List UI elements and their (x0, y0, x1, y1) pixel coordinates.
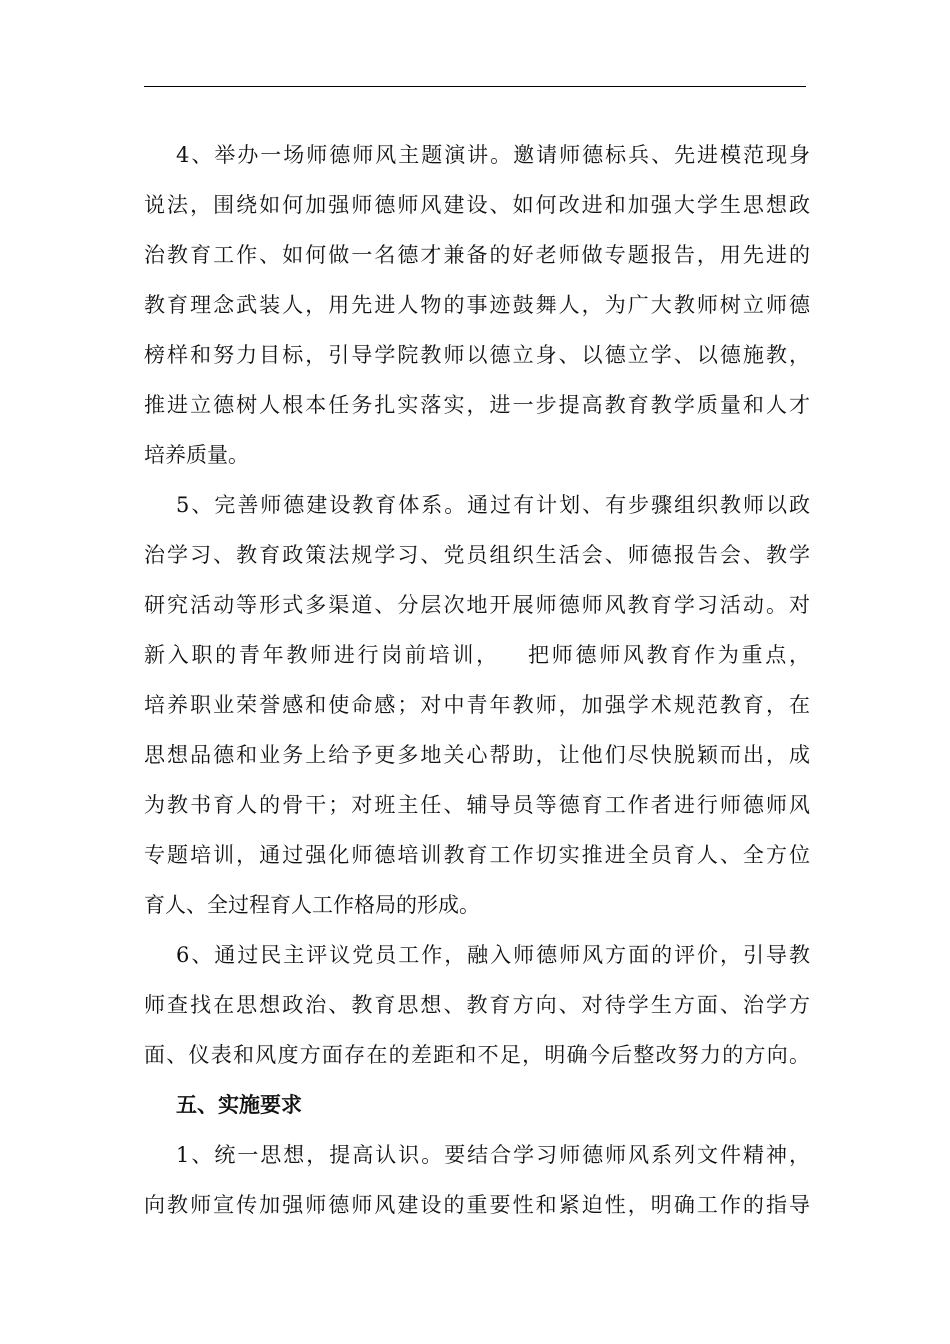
paragraph-5-line-6: 思想品德和业务上给予更多地关心帮助，让他们尽快脱颖而出，成 (144, 743, 810, 767)
document-body (144, 130, 810, 1230)
paragraph-4-line-4: 教育理念武装人，用先进人物的事迹鼓舞人，为广大教师树立师德 (144, 293, 810, 317)
paragraph-4-line-2: 说法，围绕如何加强师德师风建设、如何改进和加强大学生思想政 (144, 193, 810, 217)
paragraph-4-line-7: 培养质量。 (144, 443, 249, 467)
requirement-1-line-1: 1、统一思想，提高认识。要结合学习师德师风系列文件精神， (176, 1143, 810, 1167)
paragraph-5-line-3: 研究活动等形式多渠道、分层次地开展师德师风教育学习活动。对 (144, 593, 810, 617)
paragraph-6-line-3: 面、仪表和风度方面存在的差距和不足，明确今后整改努力的方向。 (144, 1043, 810, 1067)
paragraph-5-line-2: 治学习、教育政策法规学习、党员组织生活会、师德报告会、教学 (144, 543, 810, 567)
paragraph-5-line-1: 5、完善师德建设教育体系。通过有计划、有步骤组织教师以政 (176, 493, 810, 517)
paragraph-4-line-3: 治教育工作、如何做一名德才兼备的好老师做专题报告，用先进的 (144, 243, 810, 267)
requirement-1-line-2: 向教师宣传加强师德师风建设的重要性和紧迫性，明确工作的指导 (144, 1193, 810, 1217)
paragraph-5-line-4: 新入职的青年教师进行岗前培训， 把师德师风教育作为重点， (144, 643, 810, 667)
paragraph-6-line-2: 师查找在思想政治、教育思想、教育方向、对待学生方面、治学方 (144, 993, 810, 1017)
paragraph-5-line-8: 专题培训，通过强化师德培训教育工作切实推进全员育人、全方位 (144, 843, 810, 867)
paragraph-6-line-1: 6、通过民主评议党员工作，融入师德师风方面的评价，引导教 (176, 943, 810, 967)
paragraph-5-line-5: 培养职业荣誉感和使命感；对中青年教师，加强学术规范教育，在 (144, 693, 810, 717)
paragraph-4-line-5: 榜样和努力目标，引导学院教师以德立身、以德立学、以德施教， (144, 343, 810, 367)
section-heading: 五、实施要求 (176, 1092, 302, 1117)
paragraph-5-line-9: 育人、全过程育人工作格局的形成。 (144, 893, 480, 917)
paragraph-4-line-6: 推进立德树人根本任务扎实落实，进一步提高教育教学质量和人才 (144, 393, 810, 417)
paragraph-4-line-1: 4、举办一场师德师风主题演讲。邀请师德标兵、先进模范现身 (176, 143, 810, 167)
header-rule (144, 86, 806, 87)
paragraph-5-line-7: 为教书育人的骨干；对班主任、辅导员等德育工作者进行师德师风 (144, 793, 810, 817)
